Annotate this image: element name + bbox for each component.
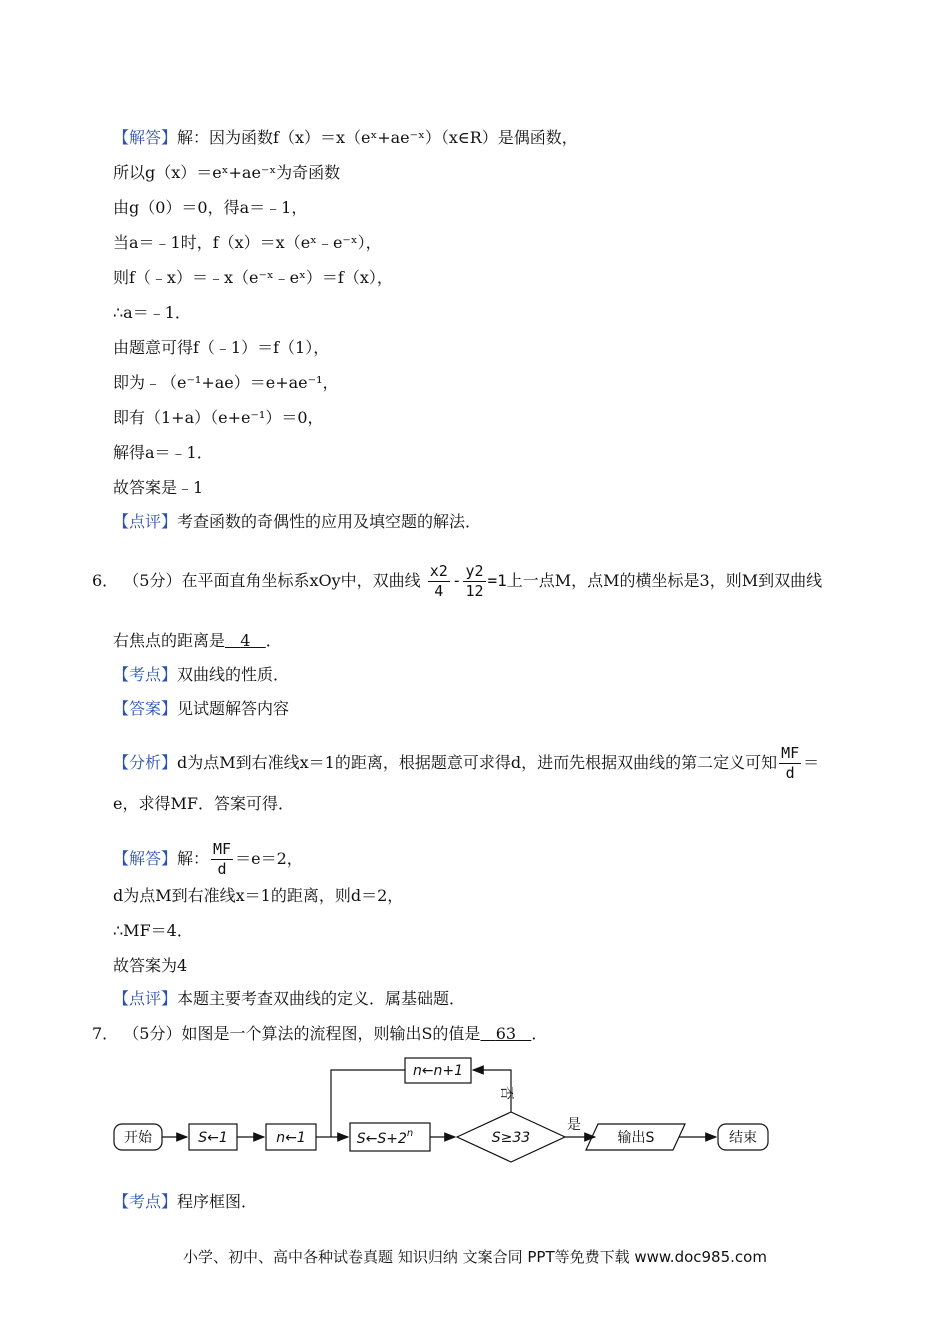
sol5-line8: 即为﹣（e⁻¹+ae）＝e+ae⁻¹，: [113, 373, 339, 392]
sol5-line5: 则f（﹣x）＝﹣x（e⁻ˣ﹣eˣ）＝f（x），: [113, 268, 393, 287]
q6-sol-line3: ∴MF＝4．: [113, 921, 193, 940]
flow-condition-label: S≥33: [491, 1130, 531, 1146]
flow-n-init-label: n←1: [276, 1130, 306, 1146]
page-footer: 小学、初中、高中各种试卷真题 知识归纳 文案合同 PPT等免费下载 www.doc985.com: [183, 1248, 767, 1266]
flow-n-update-label: n←n+1: [412, 1063, 464, 1079]
q7-answer-blank: 63: [495, 1024, 517, 1043]
mf-over-d-fraction-2: $\frac{MF}{d}$: [213, 840, 232, 878]
q6-answer-blank: 4: [240, 631, 251, 650]
sol5-line6: ∴a＝﹣1．: [113, 303, 191, 322]
flow-start-label: 开始: [124, 1130, 152, 1146]
q6-kaodian: 【考点】双曲线的性质．: [113, 665, 290, 684]
sol5-line2: 所以g（x）＝eˣ+ae⁻ˣ为奇函数: [113, 163, 341, 182]
mf-over-d-fraction: $\frac{MF}{d}$: [781, 744, 800, 782]
sol5-comment: 【点评】考查函数的奇偶性的应用及填空题的解法．: [113, 512, 482, 531]
tag-jieda: 【解答】: [113, 128, 178, 147]
q6-stem: 6． （5分）在平面直角坐标系xOy中，双曲线 $\frac{x2}{4}$ - $\frac{y2}{12}$ =1上一点M，点M的横坐标是3，则M到双曲线: [92, 562, 823, 600]
flow-s-update-label: $S\leftarrow S+2^n$: [356, 1128, 414, 1147]
q6-comment: 【点评】本题主要考查双曲线的定义．属基础题．: [113, 989, 466, 1008]
sol5-line10: 解得a＝﹣1．: [113, 443, 213, 462]
q6-fraction-x: $\frac{x2}{4}$: [429, 562, 448, 600]
q6-stem-cont: 右焦点的距离是 4 ．: [113, 631, 282, 650]
flow-yes-label: 是: [567, 1117, 581, 1133]
flow-no-label: 否: [498, 1086, 514, 1100]
q6-daan: 【答案】见试题解答内容: [113, 699, 290, 718]
sol5-line4: 当a＝﹣1时，f（x）＝x（eˣ﹣e⁻ˣ），: [113, 233, 382, 252]
q6-fraction-y: $\frac{y2}{12}$: [465, 562, 484, 600]
sol5-line1: 【解答】解：因为函数f（x）＝x（eˣ+ae⁻ˣ）（x∈R）是偶函数，: [113, 128, 578, 147]
q6-sol-line2: d为点M到右准线x＝1的距离，则d＝2，: [113, 886, 404, 905]
q6-sol-line4: 故答案为4: [113, 956, 188, 975]
sol5-line9: 即有（1+a）（e+e⁻¹）＝0，: [113, 408, 324, 427]
flow-end-label: 结束: [729, 1130, 757, 1146]
q6-jieda: 【解答】解： $\frac{MF}{d}$ ＝e＝2，: [113, 840, 303, 878]
q7-kaodian: 【考点】程序框图．: [113, 1192, 258, 1211]
tag-dianping: 【点评】: [113, 512, 178, 531]
q6-fenxi-cont: e，求得MF．答案可得．: [113, 794, 294, 813]
sol5-line11: 故答案是﹣1: [113, 478, 204, 497]
flow-output-label: 输出S: [617, 1130, 655, 1146]
sol5-line7: 由题意可得f（﹣1）＝f（1），: [113, 338, 330, 357]
q7-stem: 7． （5分）如图是一个算法的流程图，则输出S的值是 63 ．: [92, 1024, 548, 1043]
flow-s-init-label: S←1: [198, 1130, 228, 1146]
q6-fenxi: 【分析】d为点M到右准线x＝1的距离，根据题意可求得d，进而先根据双曲线的第二定义可知 $\frac{MF}{d}$ ＝: [113, 744, 820, 782]
sol5-line3: 由g（0）＝0，得a＝﹣1，: [113, 198, 308, 217]
